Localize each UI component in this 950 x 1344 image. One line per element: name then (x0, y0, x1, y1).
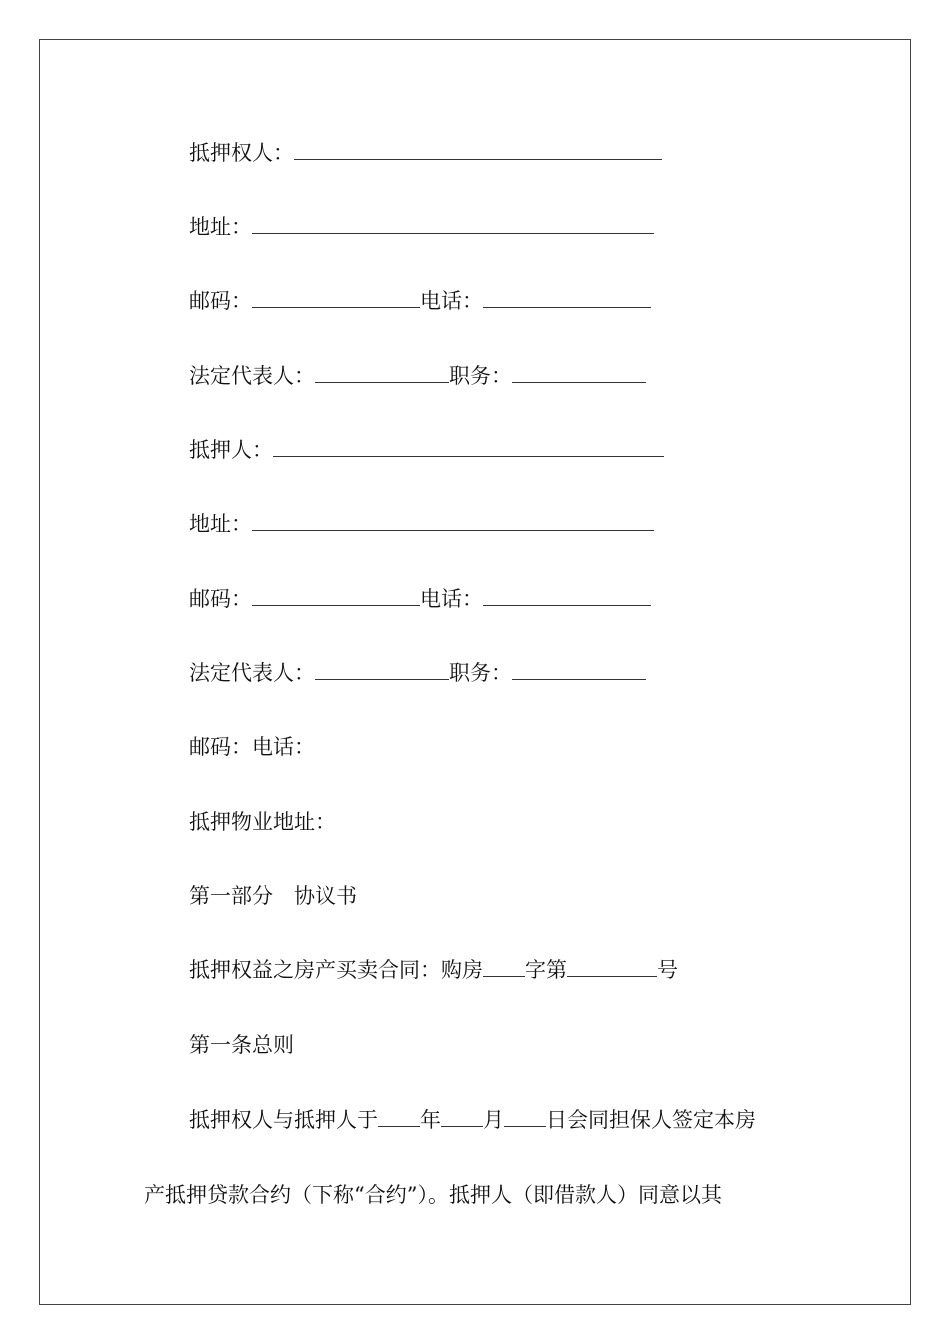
mortgagee-phone-label: 电话： (420, 289, 483, 313)
mortgagor-position-label: 职务： (449, 661, 512, 685)
mortgagee-position-blank[interactable] (512, 364, 646, 383)
mortgagee-address-line (189, 215, 654, 239)
contract-number-blank[interactable] (567, 958, 657, 977)
mortgagee-address-label: 地址： (189, 215, 252, 239)
month-blank[interactable] (441, 1108, 483, 1127)
mortgagor-blank[interactable] (273, 438, 664, 457)
contract-word-blank[interactable] (483, 958, 525, 977)
mortgagor-rep-label: 法定代表人： (189, 661, 315, 685)
mortgagor-rep-line (189, 661, 646, 685)
mortgagor-postcode-label: 邮码： (189, 587, 252, 611)
sale-contract-prefix: 抵押权益之房产买卖合同：购房 (189, 958, 483, 982)
mortgagor-phone-blank[interactable] (483, 587, 651, 606)
mortgagee-line (189, 141, 662, 165)
sale-contract-line (189, 958, 678, 982)
article-one-line-2: 产抵押贷款合约（下称“合约”）。抵押人（即借款人）同意以其 (144, 1183, 722, 1207)
sale-contract-middle: 字第 (525, 958, 567, 982)
mortgagee-postcode-blank[interactable] (252, 289, 420, 308)
mortgagee-blank[interactable] (294, 141, 662, 160)
mortgagee-postcode-label: 邮码： (189, 289, 252, 313)
mortgagor-address-label: 地址： (189, 512, 252, 536)
property-address-label: 抵押物业地址： (189, 810, 336, 834)
mortgagee-rep-blank[interactable] (315, 364, 449, 383)
mortgagor-address-blank[interactable] (252, 512, 654, 531)
month-label: 月 (483, 1108, 504, 1132)
mortgagor-postcode-blank[interactable] (252, 587, 420, 606)
mortgagor-phone-label: 电话： (420, 587, 483, 611)
article-one-heading: 第一条总则 (189, 1033, 294, 1057)
day-blank[interactable] (504, 1108, 546, 1127)
article-one-seg2: 日会同担保人签定本房 (546, 1108, 756, 1132)
mortgagee-phone-blank[interactable] (483, 289, 651, 308)
mortgagor-line (189, 438, 664, 462)
mortgagor-position-blank[interactable] (512, 661, 646, 680)
contact-line: 邮码：电话： (189, 735, 315, 759)
sale-contract-suffix: 号 (657, 958, 678, 982)
mortgagor-label: 抵押人： (189, 438, 273, 462)
mortgagor-address-line (189, 512, 654, 536)
mortgagee-label: 抵押权人： (189, 141, 294, 165)
article-one-seg1: 抵押权人与抵押人于 (189, 1108, 378, 1132)
part-one-heading: 第一部分 协议书 (189, 884, 357, 908)
mortgagee-rep-label: 法定代表人： (189, 364, 315, 388)
year-blank[interactable] (378, 1108, 420, 1127)
mortgagee-contact-line (189, 289, 651, 313)
mortgagee-address-blank[interactable] (252, 215, 654, 234)
mortgagor-rep-blank[interactable] (315, 661, 449, 680)
mortgagee-position-label: 职务： (449, 364, 512, 388)
article-one-line-1 (189, 1108, 756, 1132)
mortgagor-contact-line (189, 587, 651, 611)
mortgagee-rep-line (189, 364, 646, 388)
year-label: 年 (420, 1108, 441, 1132)
